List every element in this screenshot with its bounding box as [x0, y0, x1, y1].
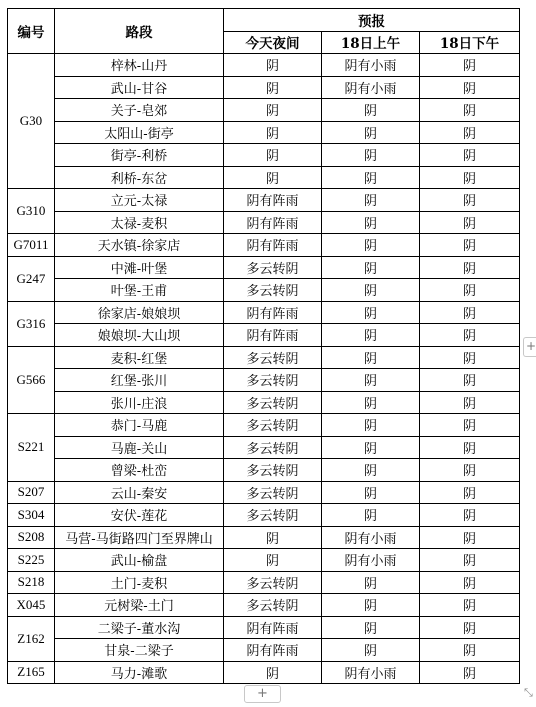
morning-forecast-cell: 阴 [322, 121, 420, 144]
afternoon-forecast-cell: 阴 [420, 549, 520, 572]
header-row-1 [8, 9, 520, 32]
tonight-forecast-cell: 多云转阴 [224, 571, 322, 594]
tonight-forecast-cell: 多云转阴 [224, 414, 322, 437]
table-row [8, 571, 520, 594]
morning-forecast-cell: 阴 [322, 99, 420, 122]
table-resize-handle[interactable]: ⤡ [524, 686, 533, 699]
road-segment-cell: 中滩-叶堡 [55, 256, 224, 279]
afternoon-forecast-cell: 阴 [420, 324, 520, 347]
table-row [8, 414, 520, 437]
header-code: 编号 [8, 9, 55, 54]
morning-forecast-cell: 阴 [322, 346, 420, 369]
morning-forecast-cell: 阴 [322, 436, 420, 459]
route-code-cell: S218 [8, 571, 55, 594]
morning-forecast-cell: 阴 [322, 256, 420, 279]
afternoon-forecast-cell: 阴 [420, 144, 520, 167]
road-segment-cell: 恭门-马鹿 [55, 414, 224, 437]
table-row [8, 616, 520, 639]
road-forecast-table [7, 8, 520, 684]
afternoon-forecast-cell: 阴 [420, 234, 520, 257]
road-segment-cell: 张川-庄浪 [55, 391, 224, 414]
table-row [8, 459, 520, 482]
road-segment-cell: 利桥-东岔 [55, 166, 224, 189]
morning-forecast-cell: 阴 [322, 391, 420, 414]
tonight-forecast-cell: 多云转阴 [224, 346, 322, 369]
tonight-forecast-cell: 阴 [224, 661, 322, 684]
tonight-forecast-cell: 阴有阵雨 [224, 189, 322, 212]
table-row [8, 189, 520, 212]
road-segment-cell: 土门-麦积 [55, 571, 224, 594]
road-segment-cell: 立元-太禄 [55, 189, 224, 212]
road-segment-cell: 元树梁-土门 [55, 594, 224, 617]
tonight-forecast-cell: 阴有阵雨 [224, 639, 322, 662]
road-segment-cell: 关子-皂郊 [55, 99, 224, 122]
table-row [8, 481, 520, 504]
road-segment-cell: 徐家店-娘娘坝 [55, 301, 224, 324]
morning-forecast-cell: 阴 [322, 324, 420, 347]
afternoon-forecast-cell: 阴 [420, 211, 520, 234]
afternoon-forecast-cell: 阴 [420, 481, 520, 504]
morning-forecast-cell: 阴 [322, 211, 420, 234]
table-row [8, 324, 520, 347]
morning-forecast-cell: 阴 [322, 369, 420, 392]
road-segment-cell: 叶堡-王甫 [55, 279, 224, 302]
tonight-forecast-cell: 阴 [224, 76, 322, 99]
afternoon-forecast-cell: 阴 [420, 76, 520, 99]
table-row [8, 211, 520, 234]
table-row [8, 526, 520, 549]
road-segment-cell: 武山-榆盘 [55, 549, 224, 572]
morning-forecast-cell: 阴 [322, 279, 420, 302]
road-segment-cell: 马鹿-关山 [55, 436, 224, 459]
tonight-forecast-cell: 阴有阵雨 [224, 211, 322, 234]
road-segment-cell: 马力-滩歌 [55, 661, 224, 684]
route-code-cell: G30 [8, 54, 55, 189]
morning-forecast-cell: 阴 [322, 639, 420, 662]
table-row [8, 369, 520, 392]
tonight-forecast-cell: 多云转阴 [224, 369, 322, 392]
afternoon-forecast-cell: 阴 [420, 189, 520, 212]
morning-forecast-cell: 阴有小雨 [322, 526, 420, 549]
morning-forecast-cell: 阴有小雨 [322, 54, 420, 77]
table-row [8, 301, 520, 324]
afternoon-forecast-cell: 阴 [420, 256, 520, 279]
add-row-handle[interactable]: + [244, 685, 281, 703]
afternoon-forecast-cell: 阴 [420, 436, 520, 459]
tonight-forecast-cell: 阴 [224, 99, 322, 122]
afternoon-forecast-cell: 阴 [420, 99, 520, 122]
route-code-cell: S208 [8, 526, 55, 549]
tonight-forecast-cell: 阴 [224, 144, 322, 167]
afternoon-forecast-cell: 阴 [420, 54, 520, 77]
road-segment-cell: 街亭-利桥 [55, 144, 224, 167]
table-row [8, 279, 520, 302]
route-code-cell: G310 [8, 189, 55, 234]
table-row [8, 504, 520, 527]
afternoon-forecast-cell: 阴 [420, 414, 520, 437]
header-tonight: 今天夜间 [224, 31, 322, 54]
tonight-forecast-cell: 阴 [224, 166, 322, 189]
tonight-forecast-cell: 阴 [224, 549, 322, 572]
road-segment-cell: 安伏-莲花 [55, 504, 224, 527]
morning-forecast-cell: 阴 [322, 571, 420, 594]
route-code-cell: S221 [8, 414, 55, 482]
header-road: 路段 [55, 9, 224, 54]
table-row [8, 121, 520, 144]
afternoon-forecast-cell: 阴 [420, 391, 520, 414]
afternoon-forecast-cell: 阴 [420, 571, 520, 594]
tonight-forecast-cell: 阴有阵雨 [224, 616, 322, 639]
morning-forecast-cell: 阴 [322, 301, 420, 324]
road-segment-cell: 娘娘坝-大山坝 [55, 324, 224, 347]
table-row [8, 594, 520, 617]
route-code-cell: S225 [8, 549, 55, 572]
morning-forecast-cell: 阴 [322, 459, 420, 482]
afternoon-forecast-cell: 阴 [420, 639, 520, 662]
road-segment-cell: 二梁子-董水沟 [55, 616, 224, 639]
tonight-forecast-cell: 多云转阴 [224, 594, 322, 617]
route-code-cell: Z162 [8, 616, 55, 661]
road-segment-cell: 红堡-张川 [55, 369, 224, 392]
afternoon-forecast-cell: 阴 [420, 166, 520, 189]
tonight-forecast-cell: 多云转阴 [224, 481, 322, 504]
morning-forecast-cell: 阴有小雨 [322, 549, 420, 572]
road-segment-cell: 梓林-山丹 [55, 54, 224, 77]
table-header [8, 9, 520, 54]
tonight-forecast-cell: 阴 [224, 121, 322, 144]
afternoon-forecast-cell: 阴 [420, 526, 520, 549]
table-row [8, 166, 520, 189]
morning-forecast-cell: 阴 [322, 234, 420, 257]
table-body [8, 54, 520, 684]
afternoon-forecast-cell: 阴 [420, 616, 520, 639]
route-code-cell: G566 [8, 346, 55, 414]
table-row [8, 436, 520, 459]
route-code-cell: S304 [8, 504, 55, 527]
road-segment-cell: 天水镇-徐家店 [55, 234, 224, 257]
table-row [8, 639, 520, 662]
road-segment-cell: 马营-马街路四门至界牌山 [55, 526, 224, 549]
table-row [8, 661, 520, 684]
morning-forecast-cell: 阴 [322, 414, 420, 437]
morning-forecast-cell: 阴 [322, 144, 420, 167]
table-row [8, 99, 520, 122]
add-column-handle[interactable]: + [523, 337, 536, 357]
table-row [8, 144, 520, 167]
afternoon-forecast-cell: 阴 [420, 594, 520, 617]
tonight-forecast-cell: 多云转阴 [224, 391, 322, 414]
afternoon-forecast-cell: 阴 [420, 279, 520, 302]
route-code-cell: Z165 [8, 661, 55, 684]
morning-forecast-cell: 阴 [322, 166, 420, 189]
tonight-forecast-cell: 多云转阴 [224, 459, 322, 482]
table-row [8, 54, 520, 77]
afternoon-forecast-cell: 阴 [420, 121, 520, 144]
road-segment-cell: 太禄-麦积 [55, 211, 224, 234]
road-segment-cell: 甘泉-二梁子 [55, 639, 224, 662]
morning-forecast-cell: 阴有小雨 [322, 76, 420, 99]
table-row [8, 346, 520, 369]
road-segment-cell: 曾梁-杜峦 [55, 459, 224, 482]
morning-forecast-cell: 阴有小雨 [322, 661, 420, 684]
tonight-forecast-cell: 阴有阵雨 [224, 301, 322, 324]
tonight-forecast-cell: 多云转阴 [224, 256, 322, 279]
tonight-forecast-cell: 多云转阴 [224, 279, 322, 302]
route-code-cell: G7011 [8, 234, 55, 257]
table-row [8, 391, 520, 414]
table-row [8, 234, 520, 257]
morning-forecast-cell: 阴 [322, 616, 420, 639]
tonight-forecast-cell: 阴有阵雨 [224, 234, 322, 257]
tonight-forecast-cell: 多云转阴 [224, 504, 322, 527]
afternoon-forecast-cell: 阴 [420, 661, 520, 684]
afternoon-forecast-cell: 阴 [420, 369, 520, 392]
afternoon-forecast-cell: 阴 [420, 459, 520, 482]
morning-forecast-cell: 阴 [322, 189, 420, 212]
tonight-forecast-cell: 阴 [224, 54, 322, 77]
road-segment-cell: 太阳山-街亭 [55, 121, 224, 144]
afternoon-forecast-cell: 阴 [420, 504, 520, 527]
afternoon-forecast-cell: 阴 [420, 346, 520, 369]
route-code-cell: S207 [8, 481, 55, 504]
morning-forecast-cell: 阴 [322, 481, 420, 504]
morning-forecast-cell: 阴 [322, 504, 420, 527]
route-code-cell: X045 [8, 594, 55, 617]
morning-forecast-cell: 阴 [322, 594, 420, 617]
route-code-cell: G316 [8, 301, 55, 346]
header-afternoon: 18日下午 [420, 31, 520, 54]
table-row [8, 256, 520, 279]
tonight-forecast-cell: 多云转阴 [224, 436, 322, 459]
table-row [8, 549, 520, 572]
header-forecast: 预报 [224, 9, 520, 32]
tonight-forecast-cell: 阴有阵雨 [224, 324, 322, 347]
road-segment-cell: 麦积-红堡 [55, 346, 224, 369]
afternoon-forecast-cell: 阴 [420, 301, 520, 324]
header-morning: 18日上午 [322, 31, 420, 54]
road-segment-cell: 云山-秦安 [55, 481, 224, 504]
tonight-forecast-cell: 阴 [224, 526, 322, 549]
route-code-cell: G247 [8, 256, 55, 301]
road-segment-cell: 武山-甘谷 [55, 76, 224, 99]
table-row [8, 76, 520, 99]
